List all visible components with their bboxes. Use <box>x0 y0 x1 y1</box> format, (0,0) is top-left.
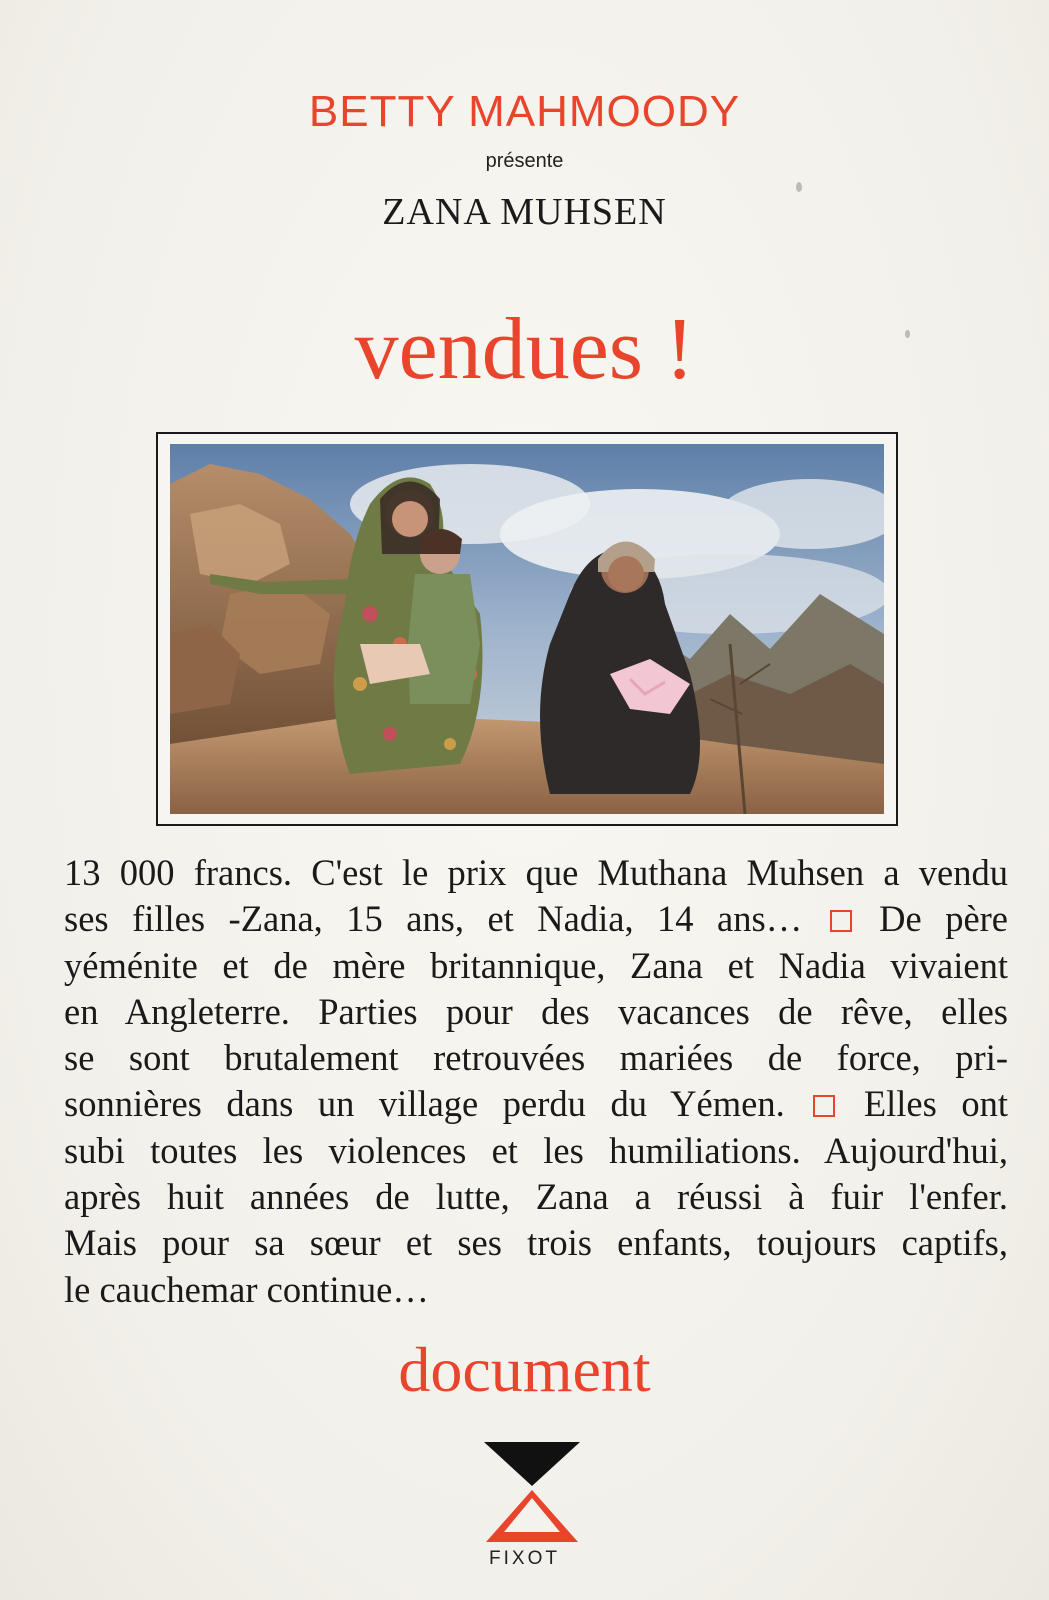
paper-speck <box>796 182 802 192</box>
blurb-line: Mais pour sa sœur et ses trois enfants, toujours captifs, <box>64 1222 1008 1264</box>
blurb-text: Elles ont <box>863 1083 1009 1125</box>
square-separator-icon <box>830 910 852 932</box>
cover-photo <box>170 444 884 814</box>
presents-label: présente <box>485 150 564 172</box>
publisher-name: FIXOT <box>489 1548 560 1569</box>
blurb-line: après huit années de lutte, Zana a réussi à fuir l'enfer. <box>64 1176 1008 1218</box>
blurb-line: en Angleterre. Parties pour des vacances de rêve, elles <box>64 990 1008 1032</box>
blurb-line: 13 000 francs. C'est le prix que Muthana Muhsen a vendu <box>64 852 1008 893</box>
back-cover-blurb <box>64 850 1008 1313</box>
square-separator-icon <box>813 1095 835 1117</box>
photo-frame <box>156 432 898 826</box>
blurb-line <box>64 1081 1008 1127</box>
book-title: vendues ! <box>354 301 695 398</box>
author-name: BETTY MAHMOODY <box>308 87 741 136</box>
coauthor-name: ZANA MUHSEN <box>382 191 667 233</box>
photo-of-women-in-mountains-icon <box>170 444 884 814</box>
blurb-line <box>64 896 1008 942</box>
paper-speck <box>905 330 910 338</box>
collection-name: document <box>398 1334 651 1405</box>
blurb-line: subi toutes les violences et les humiliations. Aujourd'hui, <box>64 1129 1008 1171</box>
blurb-line: se sont brutalement retrouvées mariées de force, pri- <box>64 1037 1008 1079</box>
fixot-logo-icon <box>482 1440 582 1544</box>
blurb-text: sonnières dans un village perdu du Yémen. <box>64 1083 785 1125</box>
blurb-text: De père <box>879 898 1008 940</box>
blurb-line: yéménite et de mère britannique, Zana et Nadia vivaient <box>64 944 1008 986</box>
blurb-text: ses filles -Zana, 15 ans, et Nadia, 14 ans… <box>64 898 803 940</box>
blurb-line: le cauchemar continue… <box>64 1268 429 1310</box>
